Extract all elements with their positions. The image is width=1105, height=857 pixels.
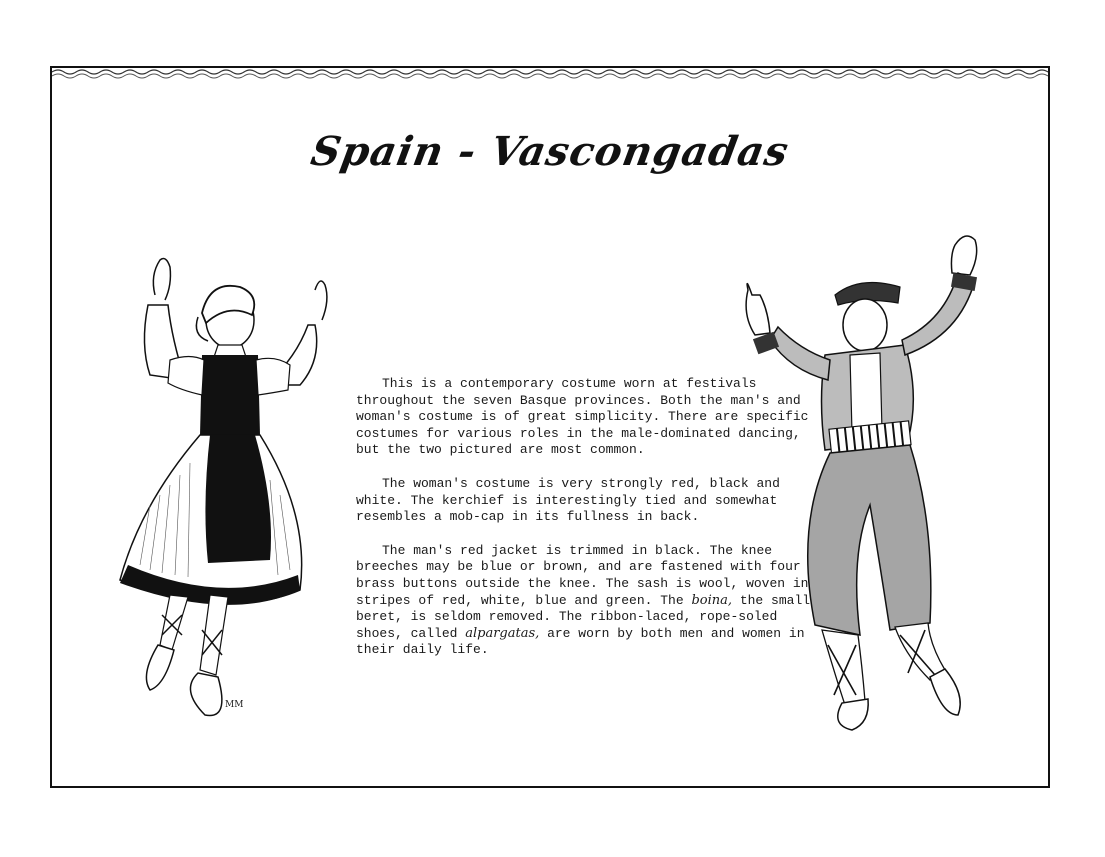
description-text — [356, 376, 816, 676]
wavy-border-top — [52, 68, 1048, 80]
paragraph-man-costume — [356, 543, 816, 659]
man-costume-text-1: The man's red jacket is trimmed in black. The knee breeches may be blue or brown, and are fastened with four brass buttons outside the knee. The sash is wool, woven in stripes of red, white, blue and green. The — [356, 542, 809, 608]
paragraph-intro: This is a contemporary costume worn at festivals throughout the seven Basque provinces. Both the man's and woman's costume is of great simplicity. There are specific costumes for various roles in the male-dominated dancing, but the two pictured are most common. — [356, 376, 809, 458]
term-boina: boina, — [691, 592, 733, 608]
term-alpargatas: alpargatas, — [465, 625, 540, 641]
man-costume-text-2: the small beret, is seldom removed. The ribbon-laced, rope-soled shoes, called — [356, 592, 811, 641]
paragraph-woman-costume: The woman's costume is very strongly red, black and white. The kerchief is interestingly tied and somewhat resembles a mob-cap in its fullness in back. — [356, 475, 780, 525]
woman-dancer-illustration — [110, 245, 350, 735]
man-costume-text-3: are worn by both men and women in their daily life. — [356, 625, 805, 658]
artist-mark: MM — [225, 700, 244, 710]
page-title: Spain - Vascongadas — [307, 128, 793, 175]
